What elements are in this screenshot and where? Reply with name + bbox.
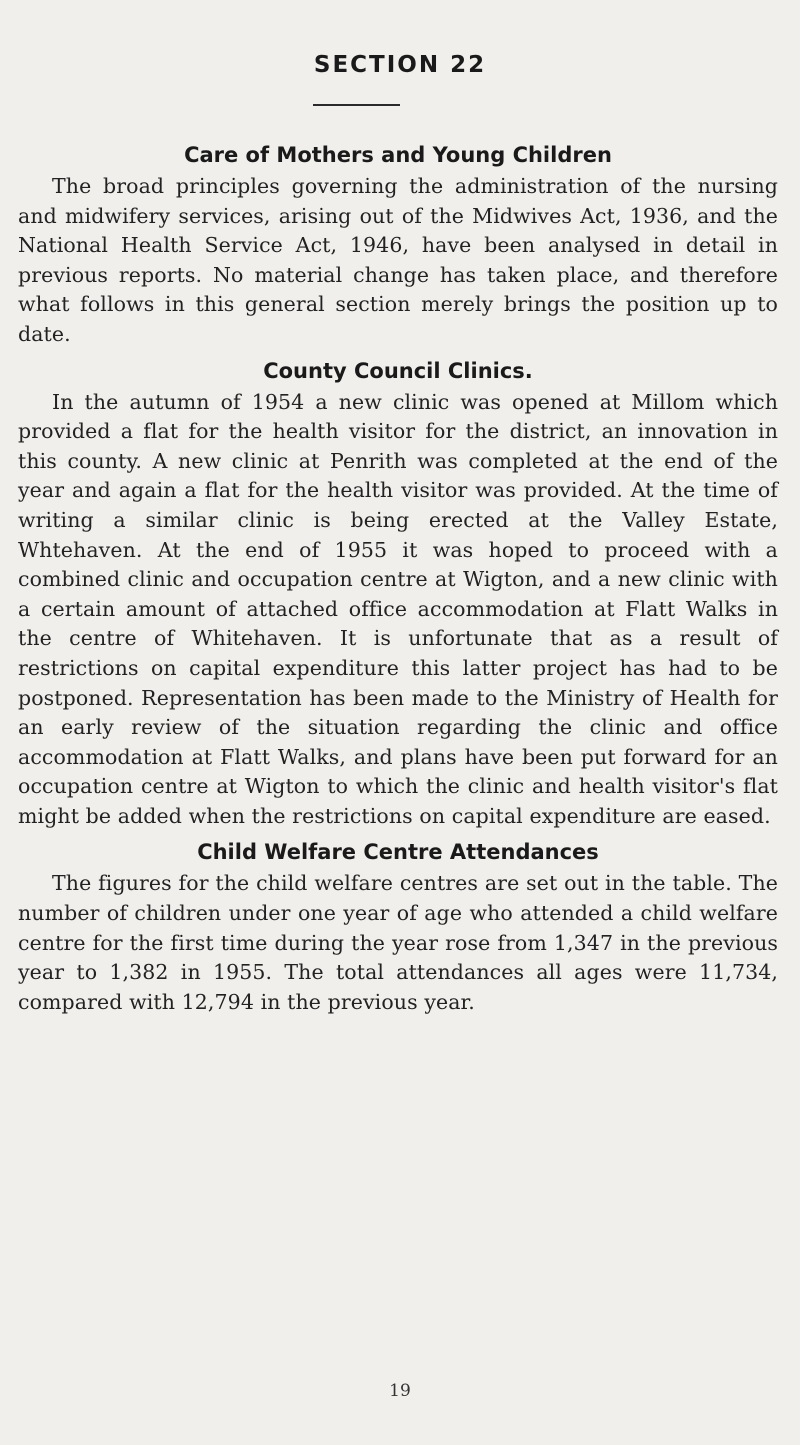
heading-child-welfare-attendances: Child Welfare Centre Attendances xyxy=(197,840,599,865)
section-title: SECTION 22 xyxy=(313,52,487,78)
paragraph-child-welfare-attendances: The figures for the child welfare centres are set out in the table. The number of children under one year of age who attended a child welfare centre for the first time during the year rose from 1,347 in the previous year to 1,382 in 1955. The total attendances all ages were 11,734, compared with 12,794 in the previous year. xyxy=(18,871,778,1014)
page-number: 19 xyxy=(389,1381,411,1401)
heading-county-council-clinics: County Council Clinics. xyxy=(263,358,533,383)
page-content xyxy=(18,138,778,1017)
title-rule xyxy=(313,104,400,106)
paragraph-county-council-clinics: In the autumn of 1954 a new clinic was opened at Millom which provided a flat for the health visitor for the district, an innovation in this county. A new clinic at Penrith was completed at the end of the year and again a flat for the health visitor was provided. At the time of writing a similar clinic is being erected at the Valley Estate, Whtehaven. At the end of 1955 it was hoped to proceed with a combined clinic and occupation centre at Wigton, and a new clinic with a certain amount of attached office accommodation at Flatt Walks in the centre of Whitehaven. It is unfortunate that as a result of restrictions on capital expenditure this latter project has had to be postponed. Representation has been made to the Ministry of Health for an early review of the situation regarding the clinic and office accommodation at Flatt Walks, and plans have been put forward for an occupation centre at Wigton to which the clinic and health visitor's flat might be added when the restrictions on capital expenditure are eased. xyxy=(18,389,778,828)
heading-care-of-mothers: Care of Mothers and Young Children xyxy=(184,143,612,167)
paragraph-care-of-mothers: The broad principles governing the administration of the nursing and midwifery services, arising out of the Midwives Act, 1936, and the National Health Service Act, 1946, have been analysed in detail in previous reports. No material change has taken place, and therefore what follows in this general section merely brings the position up to date. xyxy=(18,174,778,346)
